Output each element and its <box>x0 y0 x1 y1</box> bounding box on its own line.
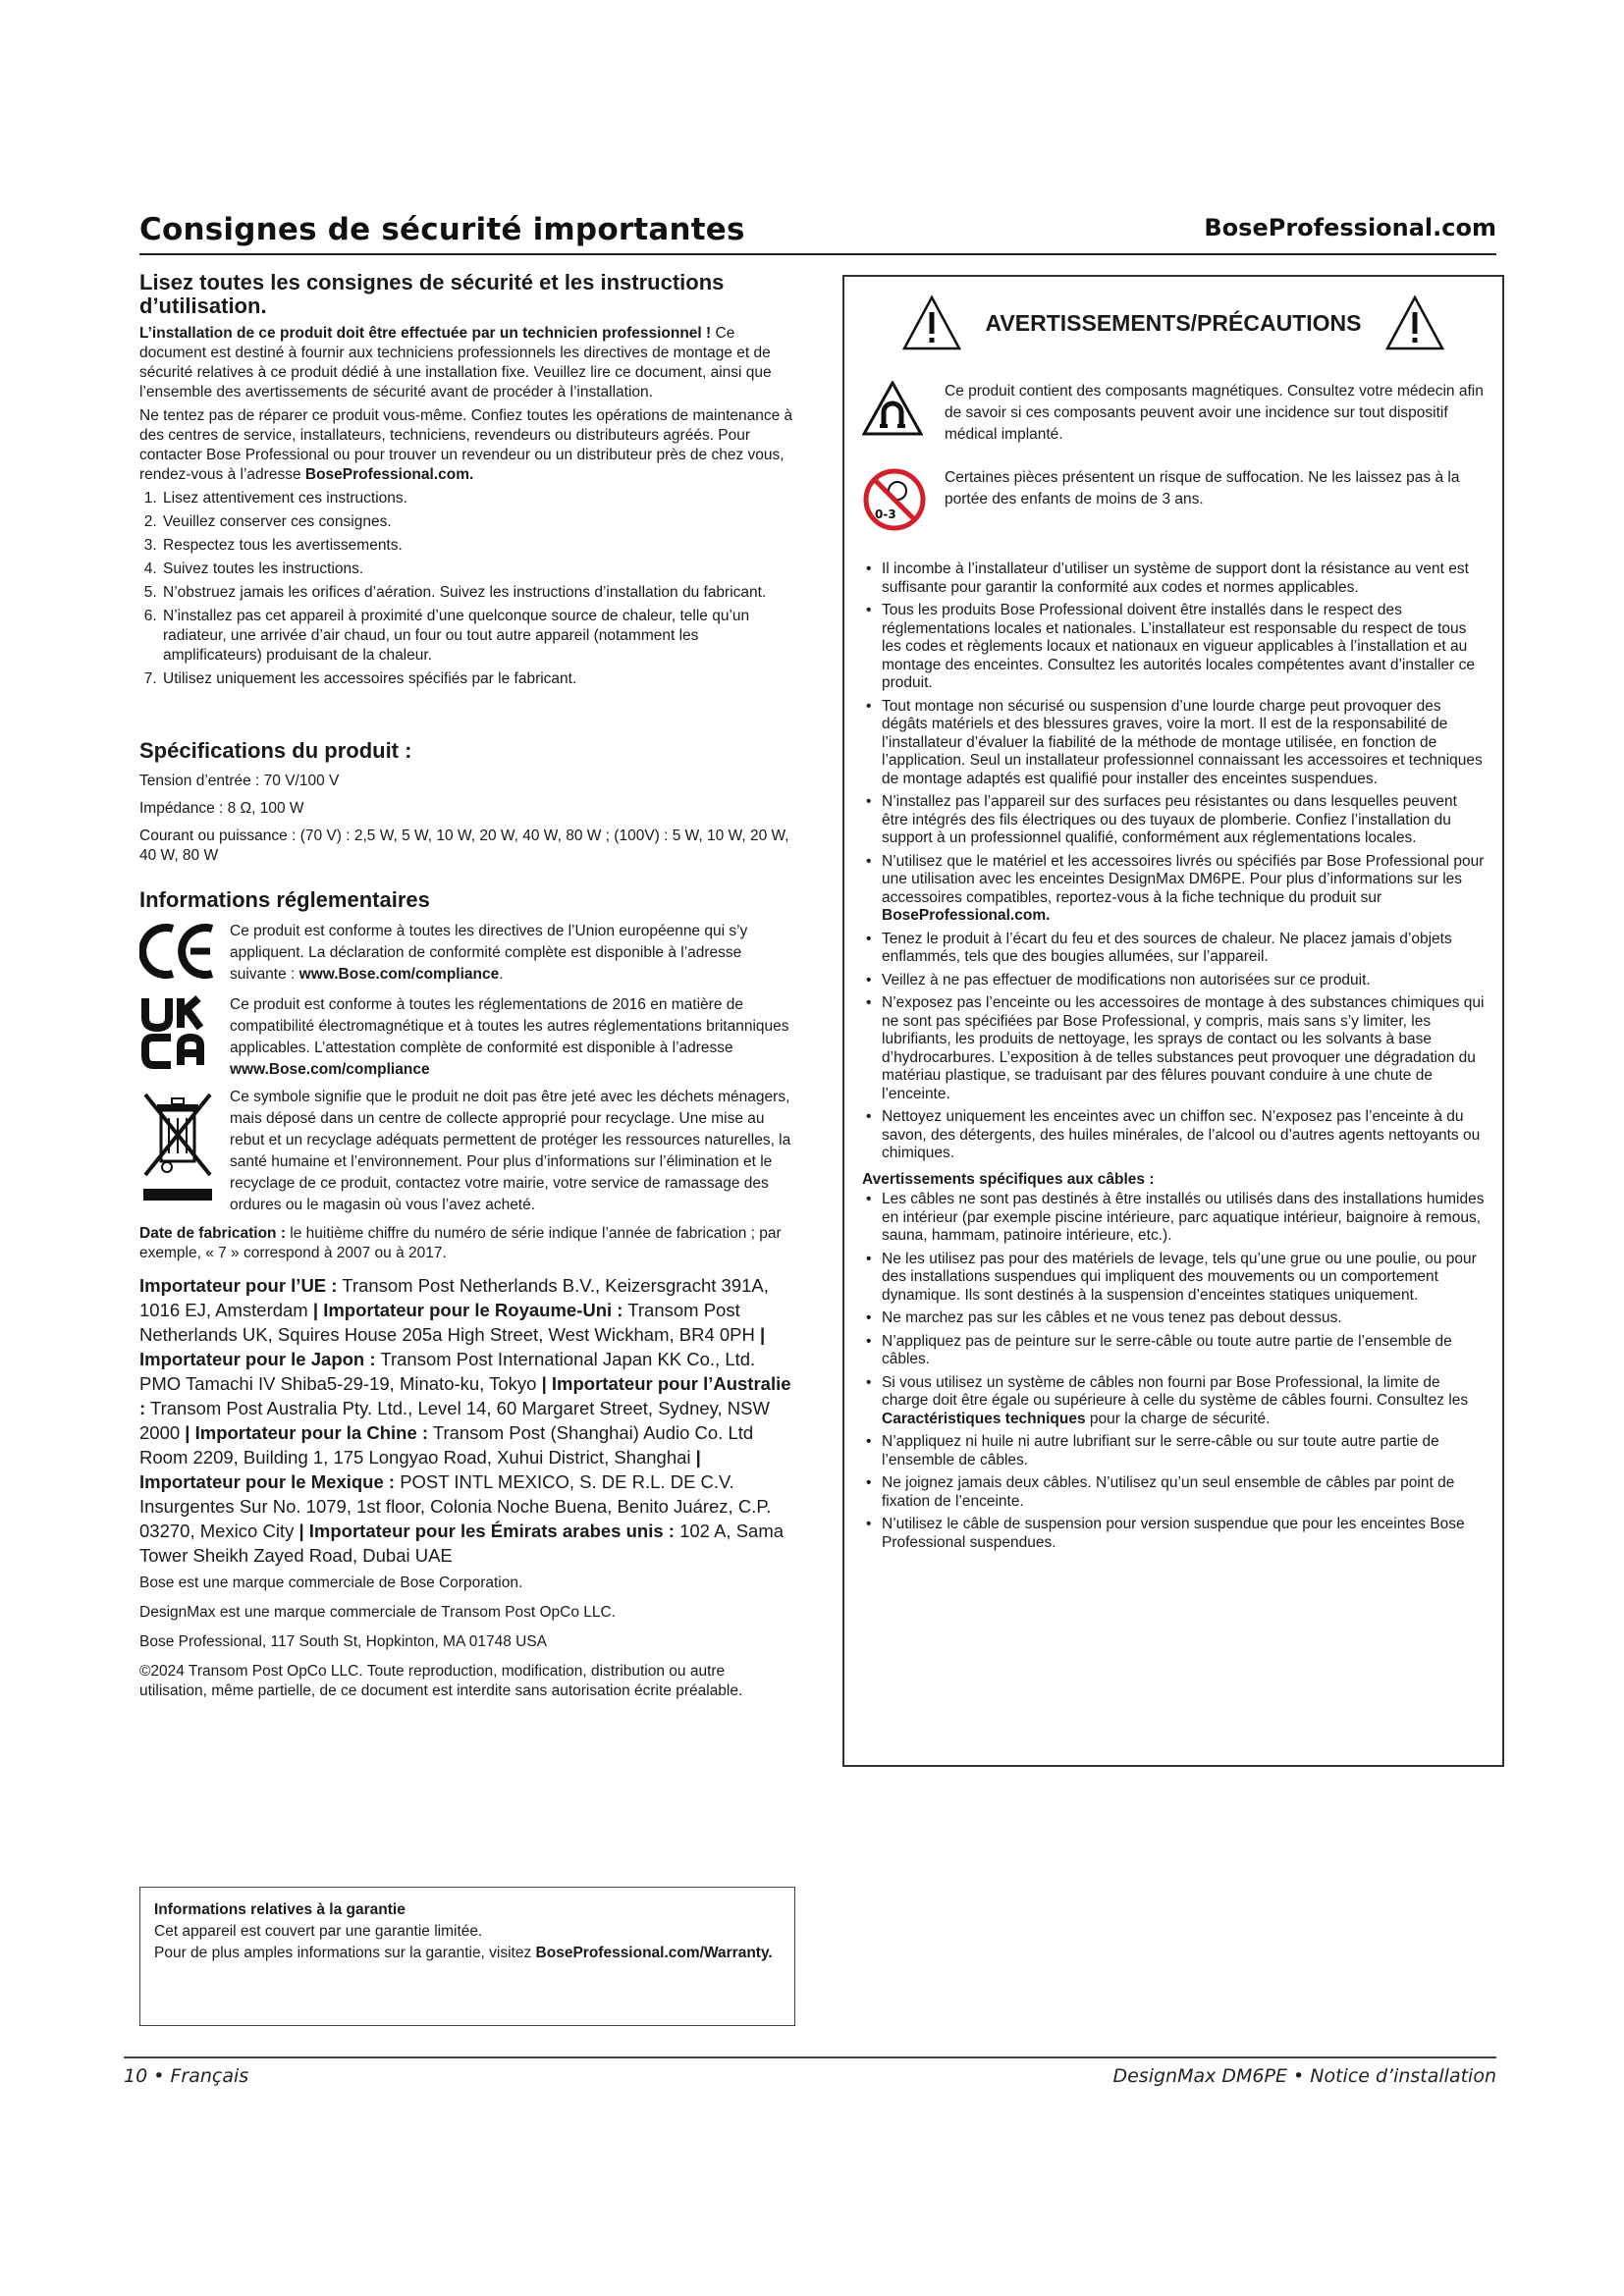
warnings-header <box>862 289 1485 357</box>
list-item: • Ne marchez pas sur les câbles et ne vous tenez pas debout dessus. <box>862 1309 1485 1328</box>
list-item: 5. N’obstruez jamais les orifices d’aération. Suivez les instructions d’installation du fabricant. <box>161 583 795 603</box>
ce-compliance-link[interactable]: www.Bose.com/compliance <box>298 966 500 983</box>
list-item: • N’utilisez que le matériel et les accessoires livrés ou spécifiés par Bose Professional pour une utilisation avec les enceintes DesignMax DM6PE. Pour plus d’informations sur les accessoires compatibles, reportez-vous à la fiche technique du produit sur BoseProfessional.com. <box>862 853 1485 926</box>
list-item: 3. Respectez tous les avertissements. <box>161 536 795 556</box>
importer-cn-text: Transom Post (Shanghai) Audio Co. Ltd Room 2209, Building 1, 175 Longyao Road, Xuhui District, Shanghai <box>139 1422 754 1468</box>
header-divider <box>139 253 1496 255</box>
intro-title: Lisez toutes les consignes de sécurité et les instructions d’utilisation. <box>139 270 725 318</box>
regulatory-title: Informations réglementaires <box>139 887 430 912</box>
importer-ae-text: 102 A, Sama Tower Sheikh Zayed Road, Dubai UAE <box>139 1521 785 1566</box>
page-number: 10 • Français <box>124 2065 249 2087</box>
warranty-line2: Pour de plus amples informations sur la garantie, visitez BoseProfessional.com/Warranty. <box>154 1945 773 1961</box>
copyright: ©2024 Transom Post OpCo LLC. Toute reproduction, modification, distribution ou autre utilisation, même partielle, de ce document est interdite sans autorisation écrite préalable. <box>139 1663 743 1699</box>
list-item: • Ne joignez jamais deux câbles. N’utilisez qu’un seul ensemble de câbles par point de fixation de l’enceinte. <box>862 1474 1485 1511</box>
warranty-box <box>139 1887 795 2026</box>
list-item: • Nettoyez uniquement les enceintes avec un chiffon sec. N’exposez pas l’enceinte à du savon, des détergents, des huiles minérales, de l’alcool ou d’autres agents nettoyants ou chimiques. <box>862 1108 1485 1163</box>
list-item: • Il incombe à l’installateur d’utiliser un système de support dont la résistance au vent est suffisante pour garantir la conformité aux codes et normes applicables. <box>862 561 1485 597</box>
choking-hazard-icon <box>862 467 931 539</box>
choking-warning <box>862 467 1485 539</box>
choking-age-badge: 0-3 <box>875 507 896 521</box>
magnet-warning <box>862 381 1485 446</box>
importer-ae-label: | Importateur pour les Émirats arabes unis : <box>298 1521 675 1541</box>
spec-title: Spécifications du produit : <box>139 738 412 763</box>
weee-bin-icon <box>139 1087 220 1216</box>
page-title: Consignes de sécurité importantes <box>139 212 745 247</box>
list-item: • N’appliquez ni huile ni autre lubrifiant sur le serre-câble ou sur toute autre partie de l’ensemble de câbles. <box>862 1433 1485 1469</box>
warnings-box <box>842 275 1504 1767</box>
list-item: • Si vous utilisez un système de câbles non fourni par Bose Professional, la limite de charge doit être égale ou supérieure à celle du système de câbles fourni. Consultez les Caractéristiques techniques pour la charge de sécurité. <box>862 1374 1485 1429</box>
list-item: • Tous les produits Bose Professional doivent être installés dans le respect des réglementations locales et nationales. L’installateur est responsable du respect de tous les codes et règlements locaux et nationaux en vigueur applicables à l’installation et au montage des enceintes. Consultez les autorités locales compétentes avant d’installer ce produit. <box>862 602 1485 693</box>
list-item: • N’exposez pas l’enceinte ou les accessoires de montage à des substances chimiques qui ne sont pas spécifiées par Bose Professional, y compris, mais sans s’y limiter, les lubrifiants, les produits de nettoyage, les sprays de contact ou les solvants à base d’hydrocarbures. L’exposition à de telles substances peut provoquer une dégradation du matériau plastique, se traduisant par des fêlures pouvant conduire à une chute de l’enceinte. <box>862 994 1485 1103</box>
install-warning-bold: L’installation de ce produit doit être effectuée par un technicien professionnel ! <box>139 325 712 342</box>
weee-row <box>139 1087 795 1216</box>
list-item: 7. Utilisez uniquement les accessoires spécifiés par le fabricant. <box>161 669 795 689</box>
document-title: DesignMax DM6PE • Notice d’installation <box>1112 2065 1496 2087</box>
importer-uk-text: Transom Post Netherlands UK, Squires House 205a High Street, West Wickham, BR4 0PH <box>139 1300 761 1345</box>
repair-paragraph <box>139 406 795 485</box>
manufacture-date-label: Date de fabrication : <box>139 1225 286 1242</box>
magnet-warning-text: Ce produit contient des composants magnétiques. Consultez votre médecin afin de savoir si ces composants peuvent avoir une incidence sur tout dispositif médical implanté. <box>945 383 1484 443</box>
list-item: • N’appliquez pas de peinture sur le serre-câble ou toute autre partie de l’ensemble de câbles. <box>862 1333 1485 1369</box>
website-link[interactable]: BoseProfessional.com <box>1204 214 1496 241</box>
list-item: • Tout montage non sécurisé ou suspension d’une lourde charge peut provoquer des dégâts matériels et des blessures graves, voire la mort. Il est de la responsabilité de l’installateur d’évaluer la fiabilité de la méthode de montage utilisée, en fonction de l’application. Seul un installateur professionnel connaissant les accessoires et techniques de montage adaptés est qualifié pour installer des enceintes suspendues. <box>862 698 1485 789</box>
list-item: 6. N’installez pas cet appareil à proximité d’une quelconque source de chaleur, telle qu’un radiateur, une arrivée d’air chaud, un four ou tout autre appareil (notamment les amplificateurs) produisant de la chaleur. <box>161 607 795 666</box>
warning-triangle-icon <box>901 294 962 351</box>
importer-uk-label: | Importateur pour le Royaume-Uni : <box>312 1300 623 1320</box>
importer-jp-text: Transom Post International Japan KK Co., Ltd. PMO Tamachi IV Shiba5-29-19, Minato-ku, Tokyo <box>139 1349 756 1394</box>
importer-au-text: Transom Post Australia Pty. Ltd., Level 14, 60 Margaret Street, Sydney, NSW 2000 <box>139 1398 770 1443</box>
list-item: 4. Suivez toutes les instructions. <box>161 560 795 579</box>
list-item: • N’utilisez le câble de suspension pour version suspendue que pour les enceintes Bose Professional suspendues. <box>862 1516 1485 1552</box>
install-paragraph <box>139 324 795 402</box>
warning-bullets <box>862 561 1485 1163</box>
importer-eu-text: Transom Post Netherlands B.V., Keizersgracht 391A, 1016 EJ, Amsterdam <box>139 1275 769 1320</box>
ce-row: Ce produit est conforme à toutes les directives de l’Union européenne qui s’y appliquent. La déclaration de conformité complète est disponible à l’adresse suivante : www.Bose.com/compliance. <box>139 921 795 988</box>
choking-warning-text: Certaines pièces présentent un risque de suffocation. Ne les laissez pas à la portée des enfants de moins de 3 ans. <box>945 469 1460 507</box>
manufacture-date-text: le huitième chiffre du numéro de série indique l’année de fabrication ; par exemple, « 7 » correspond à 2007 ou à 2017. <box>139 1225 782 1261</box>
ukca-row <box>139 994 795 1081</box>
warnings-title: AVERTISSEMENTS/PRÉCAUTIONS <box>985 309 1362 336</box>
tech-specs-ref: Caractéristiques techniques <box>882 1410 1086 1427</box>
spec-impedance: Impédance : 8 Ω, 100 W <box>139 800 304 817</box>
footer-divider <box>124 2056 1496 2058</box>
ukca-mark-icon <box>139 994 220 1081</box>
spec-power: Courant ou puissance : (70 V) : 2,5 W, 5 W, 10 W, 20 W, 40 W, 80 W ; (100V) : 5 W, 10 W, 20 W, 40 W, 80 W <box>139 828 789 864</box>
list-item: • Veillez à ne pas effectuer de modifications non autorisées sur ce produit. <box>862 972 1485 990</box>
list-item: 2. Veuillez conserver ces consignes. <box>161 512 795 532</box>
magnet-warning-icon <box>862 381 931 446</box>
warranty-link[interactable]: BoseProfessional.com/Warranty. <box>535 1945 773 1961</box>
warranty-line1: Cet appareil est couvert par une garantie limitée. <box>154 1923 483 1940</box>
importer-eu-label: Importateur pour l’UE : <box>139 1275 338 1296</box>
importer-au-label: | Importateur pour l’Australie : <box>139 1373 791 1418</box>
ukca-text: Ce produit est conforme à toutes les réglementations de 2016 en matière de compatibilité électromagnétique et à toutes les autres réglementations britanniques applicables. L’attestation complète de conformité est disponible à l’adresse <box>230 996 789 1056</box>
warranty-title: Informations relatives à la garantie <box>154 1901 406 1918</box>
list-item: • Tenez le produit à l’écart du feu et des sources de chaleur. Ne placez jamais d’objets enflammés, tels que des bougies allumées, sur l’appareil. <box>862 931 1485 967</box>
instruction-list <box>139 489 795 689</box>
importer-jp-label: | Importateur pour le Japon : <box>139 1324 766 1369</box>
spec-list <box>139 772 795 866</box>
importer-list <box>139 1273 795 1568</box>
company-address: Bose Professional, 117 South St, Hopkinton, MA 01748 USA <box>139 1633 548 1650</box>
importer-cn-label: | Importateur pour la Chine : <box>185 1422 429 1443</box>
trademark-bose: Bose est une marque commerciale de Bose Corporation. <box>139 1575 523 1591</box>
list-item: • N’installez pas l’appareil sur des surfaces peu résistantes ou dans lesquelles peuvent être intégrés des fils électriques ou des tuyaux de plomberie. Confiez l’installation du support à un professionnel qualifié, conformément aux réglementations locales. <box>862 793 1485 848</box>
install-warning-text: Ce document est destiné à fournir aux techniciens professionnels les directives de montage et de sécurité relatives à ce produit dédié à une installation fixe. Veuillez lire ce document, ainsi que l’ensemble des avertissements de sécurité avant de procéder à l’installation. <box>139 325 772 400</box>
accessories-link[interactable]: BoseProfessional.com. <box>882 907 1051 924</box>
repair-text: Ne tentez pas de réparer ce produit vous-même. Confiez toutes les opérations de maintenance à des centres de service, installateurs, techniciens, revendeurs ou distributeurs agréés. Pour contacter Bose Professional ou pour trouver un revendeur ou un distributeur près de chez vous, rendez-vous à l’adresse <box>139 407 793 483</box>
importer-mx-text: POST INTL MEXICO, S. DE R.L. DE C.V. Insurgentes Sur No. 1079, 1st floor, Colonia Noche Buena, Benito Juárez, C.P. 03270, Mexico City <box>139 1471 772 1541</box>
weee-text: Ce symbole signifie que le produit ne doit pas être jeté avec les déchets ménagers, mais déposé dans un centre de collecte approprié pour recyclage. Une mise au rebut et un recyclage adéquats permettent de protéger les ressources naturelles, la santé humaine et l’environnement. Pour plus d’informations sur l’élimination et le recyclage de ce produit, contactez votre mairie, votre service de ramassage des ordures ou le magasin où vous l’avez acheté. <box>230 1089 791 1213</box>
cable-warning-bullets <box>862 1191 1485 1552</box>
list-item: 1. Lisez attentivement ces instructions. <box>161 489 795 508</box>
manufacture-date <box>139 1224 795 1263</box>
ce-mark-icon <box>139 921 220 988</box>
spec-voltage: Tension d’entrée : 70 V/100 V <box>139 773 340 789</box>
importer-mx-label: | Importateur pour le Mexique : <box>139 1447 701 1492</box>
cable-warnings-title: Avertissements spécifiques aux câbles : <box>862 1170 1155 1188</box>
trademark-designmax: DesignMax est une marque commerciale de Transom Post OpCo LLC. <box>139 1604 617 1621</box>
repair-link[interactable]: BoseProfessional.com. <box>304 466 474 483</box>
warning-triangle-icon <box>1384 294 1445 351</box>
ukca-compliance-link[interactable]: www.Bose.com/compliance <box>230 1061 430 1078</box>
left-column <box>139 271 795 1711</box>
ce-text: Ce produit est conforme à toutes les directives de l’Union européenne qui s’y appliquent. La déclaration de conformité complète est disponible à l’adresse suivante : <box>230 923 748 983</box>
list-item: • Les câbles ne sont pas destinés à être installés ou utilisés dans des installations humides en intérieur (par exemple piscine intérieure, parc aquatique intérieur, baignoire à remous, sauna, hammam, patinoire intérieure, etc.). <box>862 1191 1485 1246</box>
list-item: • Ne les utilisez pas pour des matériels de levage, tels qu’une grue ou une poulie, ou pour des installations suspendues qui impliquent des mouvements ou un comportement dynamique. Ils sont destinés à la suspension d’enceintes statiques uniquement. <box>862 1251 1485 1306</box>
